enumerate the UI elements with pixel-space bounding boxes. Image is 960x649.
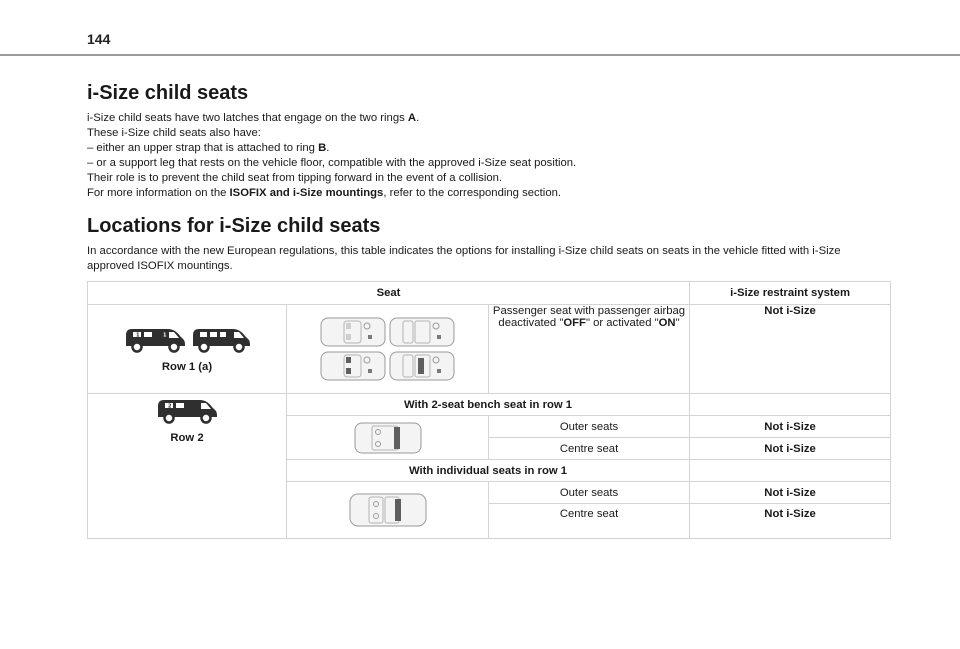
row1-description: Passenger seat with passenger airbag deactivated "OFF" or activated "ON" (489, 305, 690, 394)
row2-group1-title: With 2-seat bench seat in row 1 (287, 394, 690, 416)
svg-text:1: 1 (163, 332, 167, 339)
row2-bench-plan (287, 416, 489, 460)
row2-group2-empty (690, 460, 891, 482)
row2-g1-outer-label: Outer seats (489, 416, 690, 438)
row2-g2-outer-value: Not i-Size (690, 482, 891, 504)
header-restraint-system: i-Size restraint system (690, 282, 891, 305)
row1-vehicle-cell (88, 305, 287, 394)
row1-seat-plans (287, 305, 489, 394)
seat-plan-icon (320, 351, 386, 381)
row2-group2-title: With individual seats in row 1 (287, 460, 690, 482)
isize-locations-table (87, 281, 891, 539)
row1-restraint-value: Not i-Size (690, 305, 891, 394)
seat-plan-icon (389, 317, 455, 347)
paragraph-role: Their role is to prevent the child seat from tipping forward in the event of a collision. (87, 172, 503, 184)
svg-text:2: 2 (168, 403, 172, 410)
paragraph-latches: i-Size child seats have two latches that engage on the two rings A. (87, 112, 420, 124)
svg-text:1: 1 (136, 332, 140, 339)
row2-g1-centre-label: Centre seat (489, 438, 690, 460)
section-title-isize: i-Size child seats (87, 82, 249, 104)
row2-group1-empty (690, 394, 891, 416)
seat-plan-individual-icon (349, 493, 427, 527)
paragraph-regulations: In accordance with the new European regulations, this table indicates the options for installing i-Size child seats on seats in the vehicle fitted with i-Size approved ISOFIX mountings. (87, 245, 841, 272)
row2-g1-outer-value: Not i-Size (690, 416, 891, 438)
row2-g2-centre-label: Centre seat (489, 504, 690, 539)
paragraph-more-info: For more information on the ISOFIX and i-Size mountings, refer to the corresponding section. (87, 187, 562, 199)
row2-g1-centre-value: Not i-Size (690, 438, 891, 460)
page-content (87, 82, 890, 539)
row2-label: Row 2 (170, 432, 204, 444)
page-number: 144 (87, 31, 111, 47)
seat-plan-bench-icon (354, 422, 422, 454)
row2-g2-outer-label: Outer seats (489, 482, 690, 504)
bullet-upper-strap: – either an upper strap that is attached to ring B. (87, 142, 330, 154)
row1-label: Row 1 (a) (161, 361, 213, 373)
header-seat: Seat (88, 282, 690, 305)
row2-g2-centre-value: Not i-Size (690, 504, 891, 539)
bullet-support-leg: – or a support leg that rests on the vehicle floor, compatible with the approved i-Size seat position. (87, 157, 577, 169)
van-icon (155, 396, 219, 424)
section-title-locations: Locations for i-Size child seats (87, 215, 381, 237)
row2-vehicle-cell (88, 394, 287, 539)
van-icon (123, 325, 187, 353)
header-rule (0, 54, 960, 56)
row2-individual-plan (287, 482, 489, 539)
van-long-icon (191, 325, 251, 353)
paragraph-also-have: These i-Size child seats also have: (87, 127, 261, 139)
seat-plan-icon (389, 351, 455, 381)
seat-plan-icon (320, 317, 386, 347)
